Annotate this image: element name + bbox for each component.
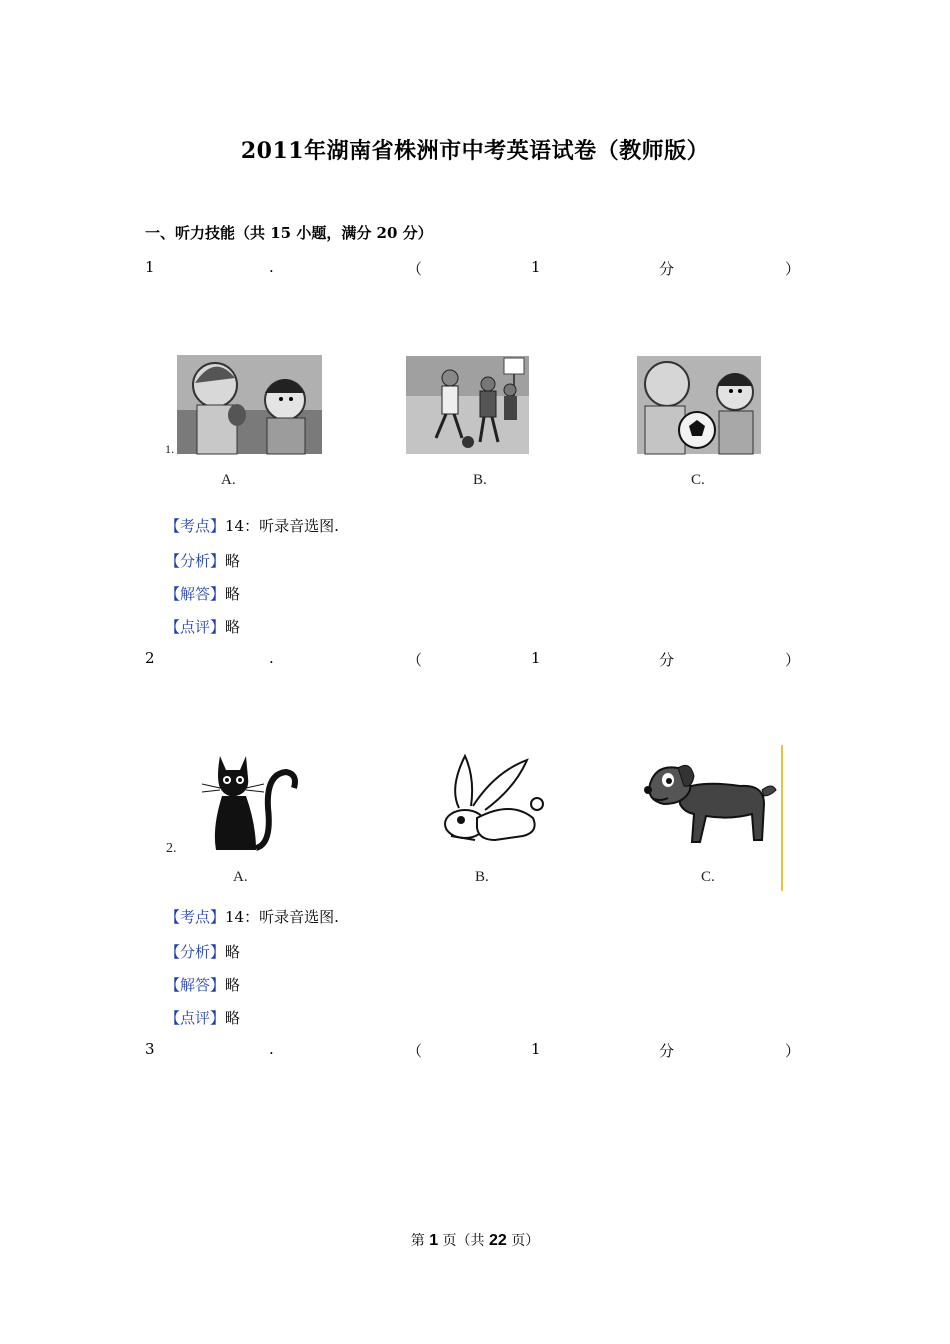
question-points: 1	[531, 1040, 541, 1058]
option-c-label: C.	[701, 869, 715, 885]
option-a-photo	[165, 355, 322, 456]
points-unit: 分	[659, 651, 675, 669]
option-a-label: A.	[221, 472, 236, 488]
dianping-label: 【点评】	[165, 618, 226, 636]
option-b-label: B.	[475, 869, 489, 885]
kaodian-row	[165, 515, 339, 536]
right-paren: ）	[784, 651, 800, 669]
question-number: 3	[145, 1040, 155, 1058]
fenxi-row	[165, 941, 240, 962]
margin-rule	[781, 745, 783, 891]
fenxi-text: 略	[225, 943, 241, 961]
jieda-text: 略	[225, 585, 241, 603]
question-points: 1	[531, 649, 541, 667]
page-title: 2011年湖南省株洲市中考英语试卷（教师版）	[240, 138, 710, 164]
question-dot: .	[269, 1040, 274, 1058]
option-c-label: C.	[691, 472, 705, 488]
right-paren: ）	[784, 260, 800, 278]
question-dot: .	[269, 649, 274, 667]
footer-middle: 页（共	[442, 1233, 485, 1249]
right-paren: ）	[784, 1042, 800, 1060]
fenxi-row	[165, 550, 240, 571]
footer-page-number: 1	[429, 1232, 439, 1249]
jieda-text: 略	[225, 976, 241, 994]
corner-label: 1.	[165, 442, 174, 456]
question-1-line	[145, 258, 800, 278]
question-dot: .	[269, 258, 274, 276]
fenxi-text: 略	[225, 552, 241, 570]
points-unit: 分	[659, 260, 675, 278]
section-heading: 一、听力技能（共 15 小题，满分 20 分）	[145, 224, 433, 242]
left-paren: （	[407, 1042, 423, 1060]
dianping-text: 略	[225, 618, 241, 636]
dog-drawing	[640, 760, 780, 850]
kaodian-text: 14：听录音选图.	[225, 908, 339, 926]
points-unit: 分	[659, 1042, 675, 1060]
jieda-row	[165, 974, 240, 995]
kaodian-label: 【考点】	[165, 908, 226, 926]
option-b-photo	[406, 356, 529, 454]
fenxi-label: 【分析】	[165, 943, 226, 961]
jieda-label: 【解答】	[165, 976, 226, 994]
jieda-label: 【解答】	[165, 585, 226, 603]
question-number: 1	[145, 258, 155, 276]
kaodian-row	[165, 906, 339, 927]
corner-label: 2.	[166, 841, 177, 856]
question-points: 1	[531, 258, 541, 276]
option-a-label: A.	[233, 869, 248, 885]
dianping-text: 略	[225, 1009, 241, 1027]
dianping-row	[165, 616, 240, 637]
rabbit-drawing	[415, 748, 550, 853]
page-footer	[0, 1230, 950, 1250]
left-paren: （	[407, 260, 423, 278]
question-3-line	[145, 1040, 800, 1060]
question-2-line	[145, 649, 800, 669]
option-c-photo	[637, 356, 761, 454]
kaodian-label: 【考点】	[165, 517, 226, 535]
jieda-row	[165, 583, 240, 604]
kaodian-text: 14：听录音选图.	[225, 517, 339, 535]
footer-prefix: 第	[410, 1233, 425, 1249]
footer-suffix: 页）	[511, 1233, 540, 1249]
left-paren: （	[407, 651, 423, 669]
footer-total-pages: 22	[489, 1232, 507, 1249]
dianping-row	[165, 1007, 240, 1028]
question-number: 2	[145, 649, 155, 667]
fenxi-label: 【分析】	[165, 552, 226, 570]
option-b-label: B.	[473, 472, 487, 488]
cat-drawing	[160, 748, 320, 858]
dianping-label: 【点评】	[165, 1009, 226, 1027]
